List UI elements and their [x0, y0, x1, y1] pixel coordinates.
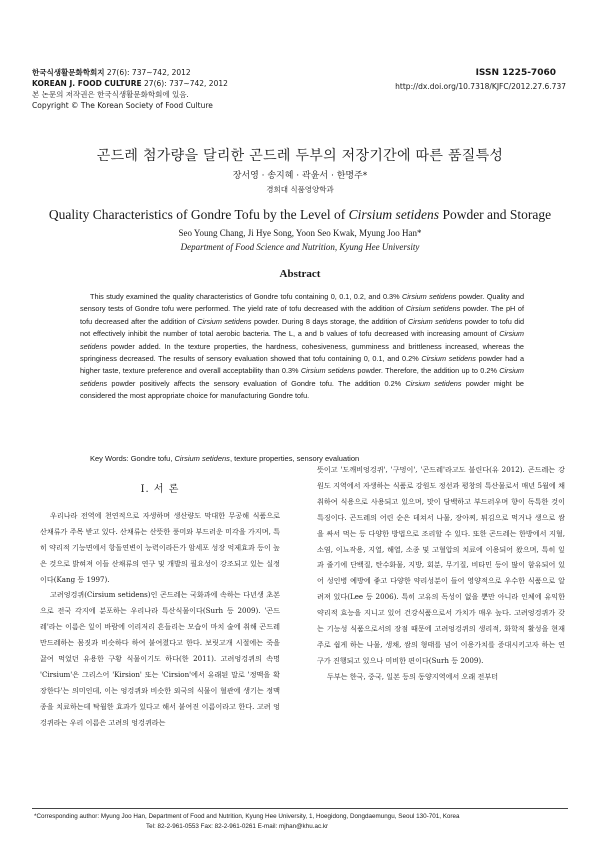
title-en-post: Powder and Storage [439, 207, 552, 222]
copyright-en: Copyright © The Korean Society of Food Culture [32, 101, 213, 110]
paragraph: 두부는 한국, 중국, 일본 등의 동양지역에서 오래 전부터 [327, 671, 499, 681]
issn: ISSN 1225-7060 [475, 68, 556, 78]
footnote-corresponding: *Corresponding author: Myung Joo Han, Department of Food and Nutrition, Kyung Hee University, 1, Hoegidong, Dongdaemungu, Seoul 130-701, Korea [34, 813, 460, 820]
footnote [34, 812, 574, 832]
abstract-heading: Abstract [279, 268, 321, 280]
authors-korean: 장서영 · 송지혜 · 곽윤서 · 한명주* [232, 171, 368, 181]
affiliation-korean: 경희대 식품영양학과 [266, 185, 334, 194]
copyright-ko: 본 논문의 저작권은 한국식생활문화학회에 있음. [32, 90, 189, 99]
body-left-column [40, 482, 280, 731]
affiliation-english: Department of Food Science and Nutrition, Kyung Hee University [180, 242, 420, 252]
journal-name-en: KOREAN J. FOOD CULTURE [32, 79, 142, 88]
title-korean: 곤드레 첨가량을 달리한 곤드레 두부의 저장기간에 따른 품질특성 [96, 148, 504, 164]
journal-name-ko: 한국식생활문화학회지 [32, 68, 105, 77]
journal-header-ko [32, 68, 191, 78]
journal-header-en [32, 79, 228, 89]
paragraph: 고려엉겅퀴(Cirsium setidens)인 곤드레는 국화과에 속하는 다년생 초본으로 전국 각지에 분포하는 우리나라 특산식물이다(Surh 등 2009). '곤드레'라는 이름은 잎이 바람에 이리저리 흔들리는 모습이 마치 술에 취해 곤드레만드레하는 몸짓과 비슷하다 하여 붙여졌다고 한다. 보릿고개 시절에는 죽을 끓여 먹었던 유용한 구황 식물이기도 하다(한 2011). 고려엉겅퀴의 속명 'Cirsium'은 그리스어 'Kirsion' 또는 'Cirsion'에서 유래된 말로 '정맥을 확장한다'는 의미인데, 이는 엉겅퀴와 비슷한 외국의 식물이 혈관에 생기는 정맥종을 치료하는데 탁월한 효과가 있다고 해서 붙여진 이름이라고 한다. 고려 엉겅퀴라는 우리 이름은 고려의 엉겅퀴라는 [40, 590, 280, 727]
journal-volume-en: 27(6): 737~742, 2012 [144, 79, 228, 88]
keywords: Key Words: Gondre tofu, Cirsium setidens, texture properties, sensory evaluation [90, 454, 360, 463]
section-heading-introduction: I. 서 론 [140, 484, 180, 495]
title-en-pre: Quality Characteristics of Gondre Tofu by the Level of [48, 207, 349, 222]
footnote-contact: Tel: 82-2-961-0553 Fax: 82-2-961-0261 E-mail: mjhan@khu.ac.kr [146, 823, 329, 830]
journal-volume-ko: 27(6): 737~742, 2012 [106, 68, 191, 77]
paragraph: 뜻이고 '도깨비엉겅퀴', '구멍이', '곤드레'라고도 불린다(유 2012). 곤드레는 강원도 지역에서 자생하는 식품로 강원도 정선과 평창의 특산물로서 매년 5월에 채취하여 식용으로 사용되고 있으며, 맛이 담백하고 부드러우며 향이 독특한 것이 특징이다. 곤드레의 어린 순은 데쳐서 나물, 장아찌, 튀김으로 먹거나 생으로 쌈을 싸서 먹는 등 다양한 방법으로 조리할 수 있다. 또한 곤드레는 한방에서 지혈, 소염, 이뇨작용, 지열, 해열, 소종 및 고혈압의 치료에 이용되어 왔으며, 특히 잎과 줄기에 단백질, 탄수화물, 지방, 회분, 무기질, 비타민 등이 많이 함유되어 있어 성인병 예방에 좋고 다양한 약리성분이 들어 영양적으로 우수한 식품으로 알려져 있다(Lee 등 2006). 특히 고유의 독성이 없을 뿐만 아니라 인체에 유익한 약리적 효능을 지니고 있어 건강식품으로서 가치가 매우 높다. 고려엉겅퀴가 갖는 기능성 식품으로서의 장점 때문에 고려엉겅퀴의 생리적, 화학적 활성을 현재 주로 쉽게 하는 나물, 생채, 쌈의 형태를 넘어 이용가치를 증대시키고자 하는 연구가 진행되고 있으나 미비한 편이다(Surh 등 2009). [317, 465, 565, 665]
title-en-species: Cirsium setidens [348, 207, 440, 222]
title-english [0, 207, 600, 223]
authors-english: Seo Young Chang, Ji Hye Song, Yoon Seo Kwak, Myung Joo Han* [178, 228, 422, 238]
abstract-body: This study examined the quality characteristics of Gondre tofu containing 0, 0.1, 0.2, and 0.3% Cirsium setidens powder. Quality and sensory tests of Gondre tofu were performed. The yield rate of tofu decreased with the addition of Cirsium setidens powder. The pH of tofu decreased after the addition of Cirsium setidens powder. During 8 days storage, the addition of Cirsium setidens powder to tofu did not effectively inhibit the number of total aerobic bacteria. The L, a and b values of tofu decreased with increasing amount of Cirsium setidens powder added. In the texture properties, the hardness, cohesiveness, gumminess and brittleness increased, whereas the springiness decreased. The results of sensory evaluation showed that tofu containing 0, 0.1, and 0.2% Cirsium setidens powder had a higher taste, texture preference and overall acceptability than 0.3% Cirsium setidens powder. Therefore, the addition up to 0.2% Cirsium setidens powder positively affects the sensory evaluation of Gondre tofu. The addition 0.2% Cirsium setidens powder might be considered the most appropriate choice for manufacturing Gondre tofu. [80, 292, 525, 401]
paragraph: 우리나라 전역에 천연적으로 자생하며 생산량도 막대한 무공해 식품으로 산채류가 주목 받고 있다. 산채류는 산뜻한 풍미와 부드러운 미각을 가지며, 특히 약리적 기능면에서 항돌연변이 능력이라든가 암세포 성장 억제효과 등이 높은 것으로 밝혀져 이들 산채류의 연구 및 개발의 필요성이 강조되고 있는 실정이다(Kang 등 1997). [40, 510, 280, 584]
footnote-divider [32, 808, 568, 809]
keywords-label: Key Words: [90, 454, 131, 463]
body-right-column [317, 462, 565, 685]
doi-link[interactable]: http://dx.doi.org/10.7318/KJFC/2012.27.6.737 [395, 82, 566, 91]
